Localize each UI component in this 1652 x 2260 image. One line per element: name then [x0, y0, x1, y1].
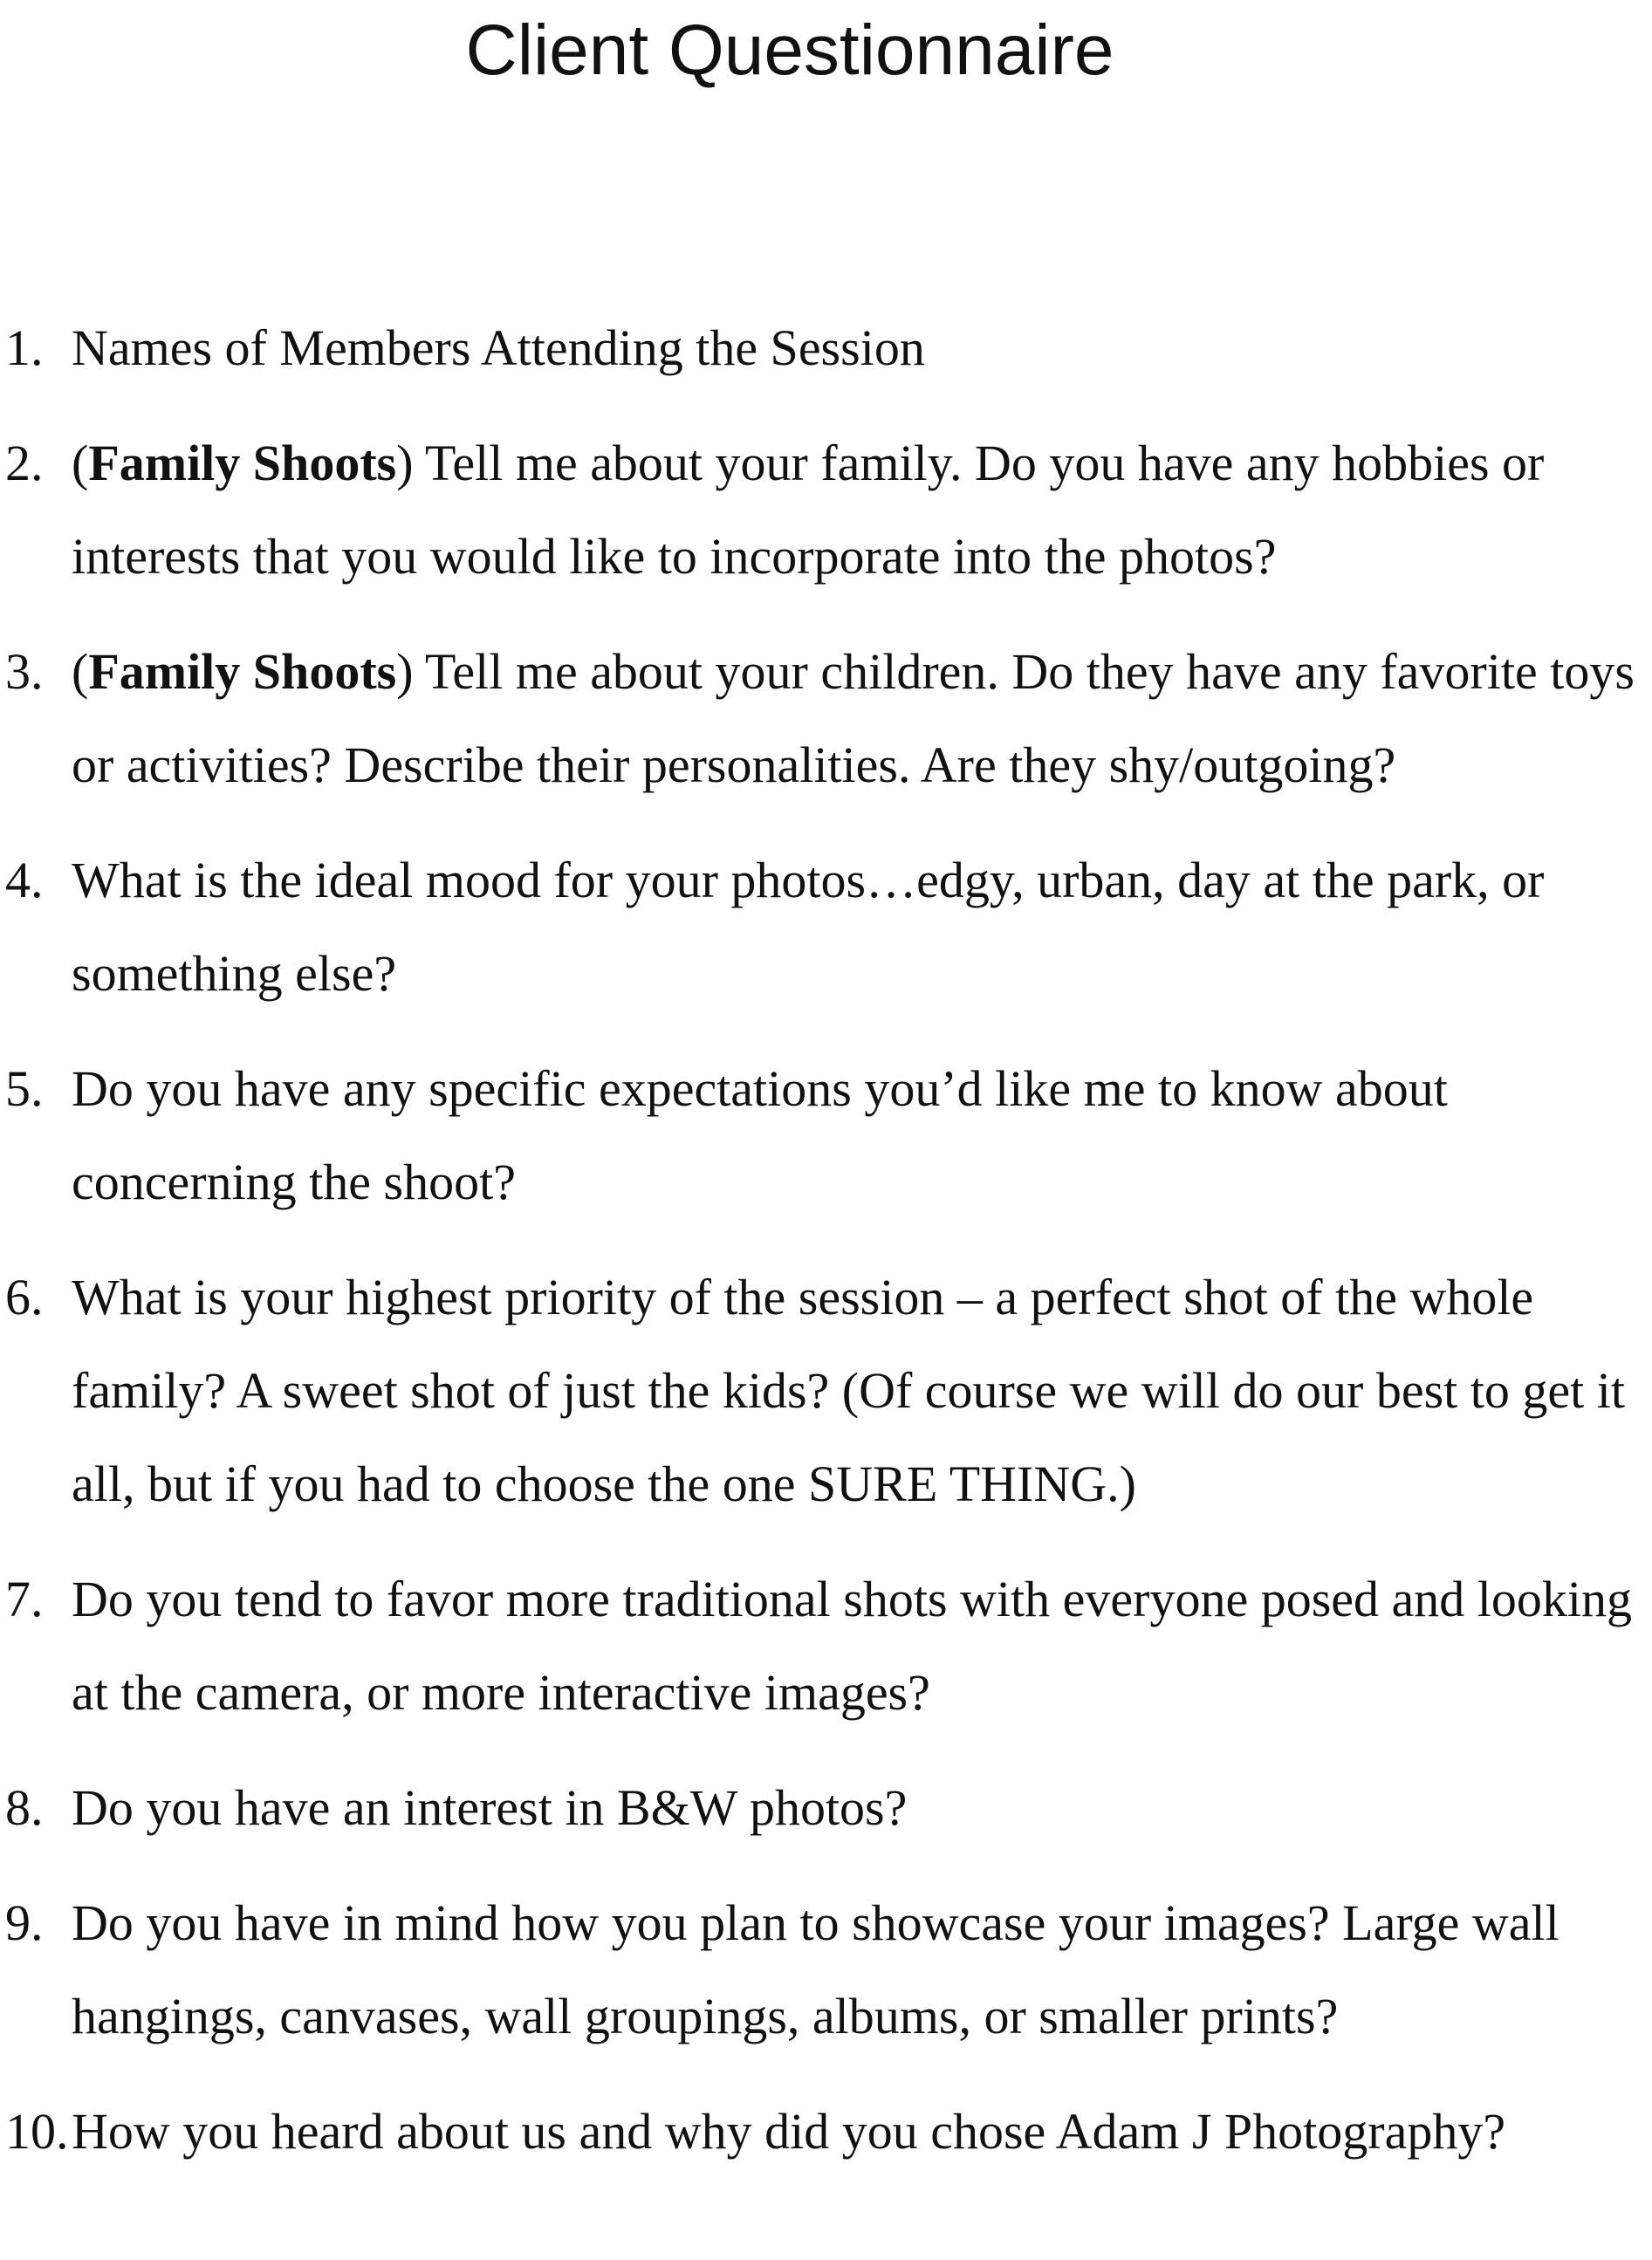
question-number: 10.: [5, 2103, 69, 2160]
question-item-8: [0, 1761, 1652, 1854]
question-category-label: Family Shoots: [88, 643, 397, 700]
question-text: Do you have any specific expectations you’d like me to know about concerning the shoot?: [72, 1060, 1448, 1210]
question-text: Names of Members Attending the Session: [72, 319, 925, 376]
question-number: 3.: [5, 643, 44, 700]
question-text: What is your highest priority of the session – a perfect shot of the whole family? A sweet shot of just the kids? (Of course we will do our best to get it all, but if you had to choose the one SURE THING.): [72, 1269, 1625, 1512]
question-category-label: Family Shoots: [88, 435, 397, 491]
question-item-4: [0, 833, 1652, 1020]
question-prefix-close: ): [396, 435, 414, 491]
question-prefix-open: (: [72, 435, 89, 491]
question-text: Tell me about your children. Do they have any favorite toys or activities? Describe their personalities. Are they shy/outgoing?: [72, 643, 1635, 793]
question-number: 5.: [5, 1060, 44, 1117]
page-title: Client Questionnaire: [465, 10, 1114, 90]
question-number: 2.: [5, 435, 44, 491]
question-number: 4.: [5, 852, 44, 908]
question-text: Do you tend to favor more traditional shots with everyone posed and looking at the camera, or more interactive images?: [72, 1571, 1632, 1721]
question-text: How you heard about us and why did you chose Adam J Photography?: [72, 2103, 1506, 2160]
question-prefix-open: (: [72, 643, 89, 700]
question-item-3: [0, 625, 1652, 812]
question-number: 1.: [5, 319, 44, 376]
question-item-1: [0, 301, 1652, 394]
question-text: Do you have in mind how you plan to showcase your images? Large wall hangings, canvases, wall groupings, albums, or smaller prints?: [72, 1894, 1559, 2044]
question-text: Tell me about your family. Do you have any hobbies or interests that you would like to incorporate into the photos?: [72, 435, 1545, 585]
question-list: [0, 301, 1652, 2200]
question-item-6: [0, 1250, 1652, 1531]
question-number: 8.: [5, 1779, 44, 1836]
question-item-7: [0, 1552, 1652, 1739]
question-item-10: [0, 2085, 1652, 2178]
question-item-9: [0, 1876, 1652, 2063]
question-text: Do you have an interest in B&W photos?: [72, 1779, 908, 1836]
question-number: 7.: [5, 1571, 44, 1627]
question-number: 6.: [5, 1269, 44, 1325]
question-number: 9.: [5, 1894, 44, 1951]
question-item-2: [0, 416, 1652, 603]
question-text: What is the ideal mood for your photos…edgy, urban, day at the park, or something else?: [72, 852, 1545, 1002]
question-item-5: [0, 1042, 1652, 1229]
question-prefix-close: ): [396, 643, 414, 700]
